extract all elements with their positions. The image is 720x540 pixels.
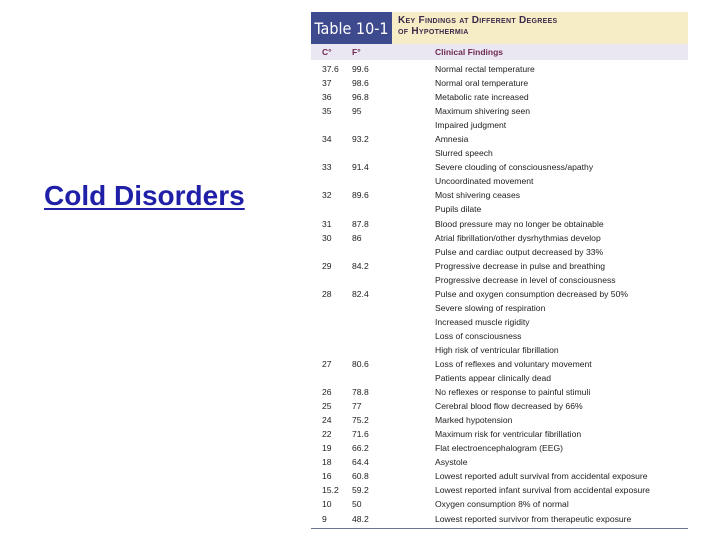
celsius-cell: 22 [322, 429, 332, 440]
finding-cell: Loss of consciousness [435, 330, 522, 341]
finding-cell: Pulse and oxygen consumption decreased by 50% [435, 288, 629, 299]
table-row [311, 497, 688, 511]
finding-cell: High risk of ventricular fibrillation [435, 344, 559, 355]
fahrenheit-cell: 87.8 [352, 218, 369, 229]
fahrenheit-cell: 80.6 [352, 359, 369, 369]
table-row [311, 259, 688, 273]
finding-cell: Lowest reported adult survival from accidental exposure [435, 471, 648, 482]
table-row [311, 90, 688, 104]
table-row [311, 343, 688, 357]
table-number: Table 10-1 [311, 12, 392, 44]
column-header-celsius: C° [322, 47, 332, 57]
column-header-findings: Clinical Findings [435, 47, 504, 57]
table-row [311, 188, 688, 202]
table-row [311, 483, 688, 497]
table-row [311, 146, 688, 160]
finding-cell: No reflexes or response to painful stimuli [435, 387, 591, 398]
finding-cell: Maximum shivering seen [435, 106, 531, 117]
table-row [311, 287, 688, 301]
fahrenheit-cell: 66.2 [352, 443, 369, 454]
finding-cell: Uncoordinated movement [435, 176, 534, 187]
finding-cell: Patients appear clinically dead [435, 373, 552, 384]
table-row [311, 174, 688, 188]
fahrenheit-cell: 77 [352, 401, 362, 412]
table-row [311, 301, 688, 315]
fahrenheit-cell: 98.6 [352, 78, 369, 89]
table-row [311, 455, 688, 469]
finding-cell: Metabolic rate increased [435, 92, 529, 103]
celsius-cell: 16 [322, 471, 332, 482]
finding-cell: Severe clouding of consciousness/apathy [435, 162, 594, 173]
table-title [392, 12, 688, 44]
finding-cell: Asystole [435, 457, 468, 468]
finding-cell: Blood pressure may no longer be obtainable [435, 218, 604, 229]
table-row [311, 371, 688, 385]
fahrenheit-cell: 75.2 [352, 415, 369, 426]
finding-cell: Atrial fibrillation/other dysrhythmias develop [435, 232, 601, 243]
fahrenheit-cell: 48.2 [352, 513, 369, 524]
finding-cell: Increased muscle rigidity [435, 316, 530, 327]
fahrenheit-cell: 95 [352, 106, 362, 117]
finding-cell: Lowest reported survivor from therapeutic exposure [435, 513, 632, 524]
celsius-cell: 9 [322, 513, 327, 524]
finding-cell: Impaired judgment [435, 120, 507, 131]
table-row [311, 385, 688, 399]
finding-cell: Amnesia [435, 134, 469, 145]
hypothermia-table [311, 12, 688, 529]
fahrenheit-cell: 86 [352, 232, 362, 243]
fahrenheit-cell: 82.4 [352, 288, 369, 299]
celsius-cell: 19 [322, 443, 332, 454]
finding-cell: Normal rectal temperature [435, 64, 535, 75]
table-row [311, 118, 688, 132]
table-row [311, 329, 688, 343]
table-row [311, 76, 688, 90]
fahrenheit-cell: 59.2 [352, 485, 369, 496]
celsius-cell: 18 [322, 457, 332, 468]
fahrenheit-cell: 71.6 [352, 429, 369, 440]
finding-cell: Progressive decrease in level of consciousness [435, 274, 616, 285]
table-row [311, 245, 688, 259]
fahrenheit-cell: 93.2 [352, 134, 369, 145]
finding-cell: Most shivering ceases [435, 190, 521, 201]
table-header [311, 12, 688, 44]
slide-title: Cold Disorders [44, 180, 245, 211]
table-row [311, 469, 688, 483]
fahrenheit-cell: 99.6 [352, 64, 369, 75]
column-header-fahrenheit: F° [352, 47, 361, 57]
fahrenheit-cell: 60.8 [352, 471, 369, 482]
fahrenheit-cell: 78.8 [352, 387, 369, 398]
column-header-row [311, 44, 688, 60]
celsius-cell: 29 [322, 260, 332, 271]
table-title-line2: of Hypothermia [398, 26, 469, 37]
fahrenheit-cell: 84.2 [352, 260, 369, 271]
finding-cell: Loss of reflexes and voluntary movement [435, 359, 592, 369]
table-title-line1: Key Findings at Different Degrees [398, 15, 558, 26]
fahrenheit-cell: 91.4 [352, 162, 369, 173]
finding-cell: Flat electroencephalogram (EEG) [435, 443, 564, 454]
finding-cell: Pupils dilate [435, 204, 482, 215]
table-row [311, 512, 688, 526]
finding-cell: Oxygen consumption 8% of normal [435, 499, 569, 510]
finding-cell: Maximum risk for ventricular fibrillation [435, 429, 582, 440]
table-row [311, 202, 688, 216]
celsius-cell: 28 [322, 288, 332, 299]
celsius-cell: 37.6 [322, 64, 339, 75]
table-row [311, 315, 688, 329]
table-row [311, 217, 688, 231]
finding-cell: Pulse and cardiac output decreased by 33% [435, 246, 604, 257]
table-row [311, 62, 688, 76]
table-row [311, 104, 688, 118]
table-row [311, 273, 688, 287]
table-row [311, 231, 688, 245]
celsius-cell: 25 [322, 401, 332, 412]
celsius-cell: 35 [322, 106, 332, 117]
finding-cell: Progressive decrease in pulse and breathing [435, 260, 606, 271]
table-row [311, 160, 688, 174]
finding-cell: Severe slowing of respiration [435, 302, 546, 313]
celsius-cell: 37 [322, 78, 332, 89]
celsius-cell: 26 [322, 387, 332, 398]
fahrenheit-cell: 50 [352, 499, 362, 510]
fahrenheit-cell: 96.8 [352, 92, 369, 103]
finding-cell: Lowest reported infant survival from accidental exposure [435, 485, 650, 496]
celsius-cell: 15.2 [322, 485, 339, 496]
finding-cell: Normal oral temperature [435, 78, 529, 89]
finding-cell: Marked hypotension [435, 415, 513, 426]
celsius-cell: 36 [322, 92, 332, 103]
celsius-cell: 31 [322, 218, 332, 229]
celsius-cell: 27 [322, 359, 332, 369]
table-body [311, 60, 688, 526]
table-row [311, 399, 688, 413]
fahrenheit-cell: 64.4 [352, 457, 369, 468]
celsius-cell: 32 [322, 190, 332, 201]
table-row [311, 427, 688, 441]
celsius-cell: 24 [322, 415, 332, 426]
finding-cell: Cerebral blood flow decreased by 66% [435, 401, 583, 412]
fahrenheit-cell: 89.6 [352, 190, 369, 201]
finding-cell: Slurred speech [435, 148, 493, 159]
table-row [311, 441, 688, 455]
celsius-cell: 10 [322, 499, 332, 510]
table-row [311, 413, 688, 427]
celsius-cell: 34 [322, 134, 332, 145]
table-row [311, 357, 688, 371]
celsius-cell: 33 [322, 162, 332, 173]
celsius-cell: 30 [322, 232, 332, 243]
table-row [311, 132, 688, 146]
